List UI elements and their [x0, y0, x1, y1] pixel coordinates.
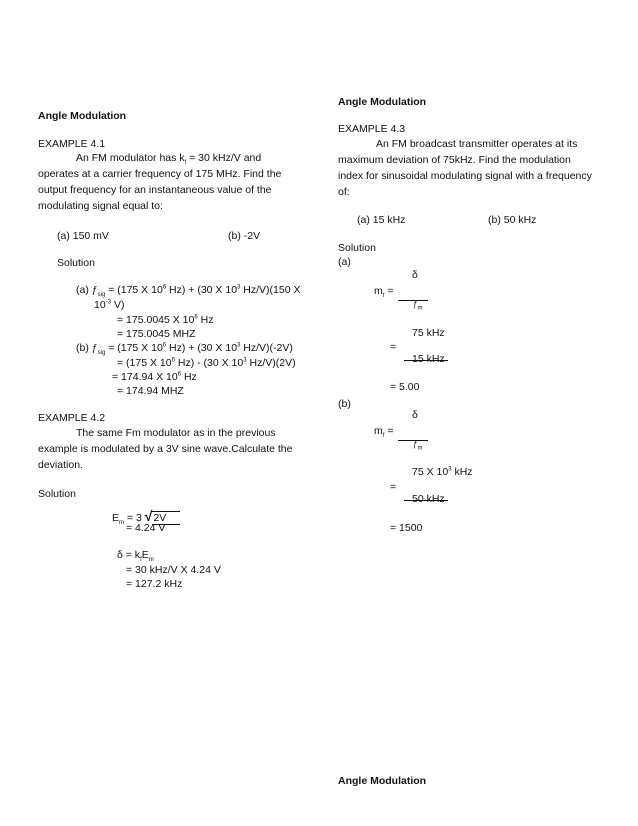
- example-4-1-option-a: (a) 150 mV: [57, 230, 109, 242]
- example-4-2-line1: The same Fm modulator as in the previous: [76, 427, 276, 439]
- delta-symbol: δ: [412, 269, 418, 281]
- example-4-3-line4: of:: [338, 186, 350, 198]
- delta-symbol-b: δ: [412, 409, 418, 421]
- example-4-3-option-a: (a) 15 kHz: [357, 214, 406, 226]
- right-heading: Angle Modulation: [338, 96, 427, 108]
- denominator-a: 15 kHz: [412, 353, 445, 365]
- mf-label-b: $m_f$ =: [374, 425, 394, 440]
- example-4-1-b-eq2: = (175 X $10^6$ Hz) - (30 X $10^3$ Hz/V)(2V): [117, 357, 296, 369]
- example-4-1-line1: An FM modulator has $k_f = 30$ kHz/V and: [76, 152, 262, 167]
- footer-heading: Angle Modulation: [338, 775, 427, 787]
- example-4-1-line4: modulating signal equal to:: [38, 200, 163, 212]
- example-4-3-part-b-label: (b): [338, 398, 351, 410]
- example-4-3-option-b: (b) 50 kHz: [488, 214, 537, 226]
- fm-denominator-b: $ƒ_m$: [413, 440, 423, 452]
- example-4-2-solution-label: Solution: [38, 488, 76, 500]
- equals-b: =: [390, 481, 397, 493]
- numerator-b: 75 X $10^3$ kHz: [412, 466, 473, 478]
- example-4-1-a-eq1: (a) $ƒ_{sig} = (175$ X $10^6$ Hz) + (30 X $10^3$ Hz/V)(150 X: [76, 284, 301, 299]
- example-4-2-line2: example is modulated by a 3V sine wave.Calculate the: [38, 443, 293, 455]
- example-4-2-line3: deviation.: [38, 459, 83, 471]
- denominator-b: 50 kHz: [412, 493, 445, 505]
- example-4-1-a-eq1-cont: $10^{-3}$ V): [94, 299, 125, 311]
- example-4-1-option-b: (b) -2V: [228, 230, 261, 242]
- example-4-1-line3: output frequency for an instantaneous value of the: [38, 184, 272, 196]
- example-4-1-b-eq3: = 174.94 X $10^6$ Hz: [112, 371, 197, 383]
- example-4-3-part-a-label: (a): [338, 256, 351, 268]
- example-4-1-solution-label: Solution: [57, 257, 95, 269]
- result-a: = 5.00: [390, 381, 420, 393]
- example-4-1-a-eq2: = 175.0045 X $10^6$ Hz: [117, 314, 214, 326]
- example-4-2-em-eq1: $E_m = 3$ √2V: [112, 508, 180, 526]
- example-4-1-b-eq4: = 174.94 MHZ: [117, 385, 184, 397]
- mf-label-a: $m_f$ =: [374, 285, 394, 300]
- equals-a: =: [390, 341, 397, 353]
- left-heading: Angle Modulation: [38, 110, 127, 122]
- example-4-2-delta-eq1: $\delta = k_fE_m$: [117, 549, 154, 564]
- example-4-3-line3: index for sinusoidal modulating signal with a frequency: [338, 170, 592, 182]
- example-4-2-em-eq2: = 4.24 V: [126, 522, 166, 534]
- example-4-2-delta-eq2: = 30 kHz/V X 4.24 V: [126, 564, 221, 576]
- example-4-3-line1: An FM broadcast transmitter operates at its: [376, 138, 578, 150]
- example-4-3-line2: maximum deviation of 75kHz. Find the modulation: [338, 154, 571, 166]
- example-4-3-solution-label: Solution: [338, 242, 376, 254]
- sqrt-icon: √: [144, 508, 153, 524]
- numerator-a: 75 kHz: [412, 327, 445, 339]
- example-4-2-delta-eq3: = 127.2 kHz: [126, 578, 183, 590]
- example-4-3-title: EXAMPLE 4.3: [338, 123, 406, 135]
- example-4-1-title: EXAMPLE 4.1: [38, 138, 106, 150]
- example-4-1-b-eq1: (b) $ƒ_{sig} = (175$ X $10^6$ Hz) + (30 X $10^3$ Hz/V)(-2V): [76, 342, 293, 357]
- example-4-1-a-eq3: = 175.0045 MHZ: [117, 328, 196, 340]
- example-4-1-line2: operates at a carrier frequency of 175 MHz. Find the: [38, 168, 282, 180]
- result-b: = 1500: [390, 522, 423, 534]
- example-4-2-title: EXAMPLE 4.2: [38, 412, 106, 424]
- fm-denominator-a: $ƒ_m$: [413, 300, 423, 312]
